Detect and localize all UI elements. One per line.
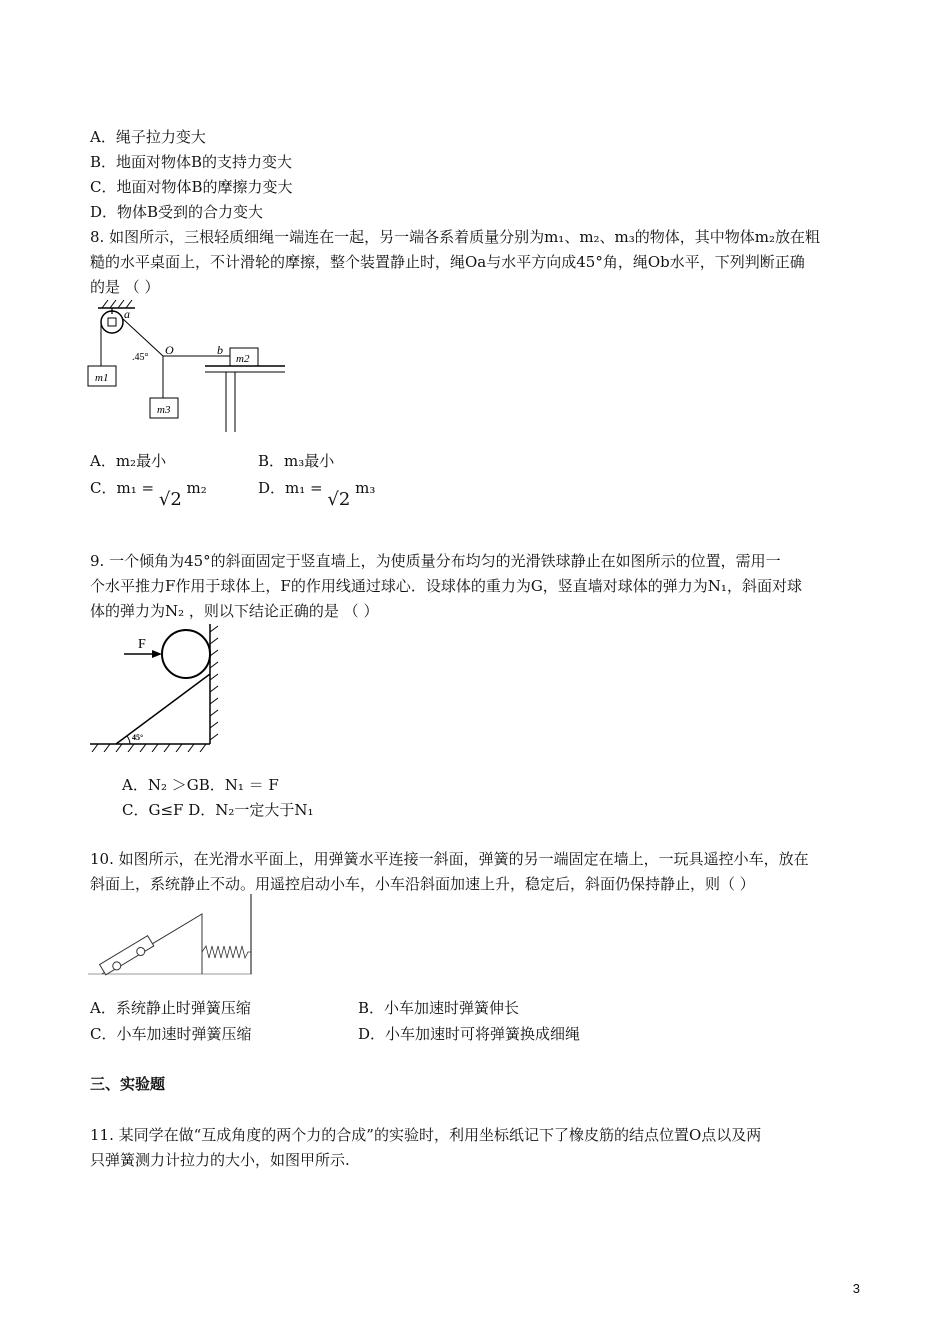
q8-option-d-radical: √2 bbox=[327, 489, 351, 510]
q8-label-m2: m2 bbox=[236, 353, 250, 365]
q7-option-c: C．地面对物体B的摩擦力变大 bbox=[90, 178, 293, 196]
q7-option-d: D．物体B受到的合力变大 bbox=[90, 203, 264, 221]
q7-option-b: B．地面对物体B的支持力变大 bbox=[90, 153, 293, 171]
q8-label-o: O bbox=[165, 343, 174, 357]
q10-option-c: C．小车加速时弹簧压缩 bbox=[90, 1025, 252, 1043]
q9-label-force: F bbox=[138, 637, 146, 652]
q8-option-d-prefix: D．m₁ = bbox=[258, 479, 323, 497]
q9-option-cd: C．G≤F D．N₂一定大于N₁ bbox=[122, 801, 314, 819]
q8-stem-line-2: 糙的水平桌面上，不计滑轮的摩擦，整个装置静止时，绳Oa与水平方向成45°角，绳Ob水平，下列判断正确 bbox=[90, 253, 805, 271]
q8-stem-line-1: 8. 如图所示，三根轻质细绳一端连在一起，另一端各系着质量分别为m₁、m₂、m₃的物体，其中物体m₂放在粗 bbox=[90, 228, 821, 246]
q11-stem-line-2: 只弹簧测力计拉力的大小，如图甲所示. bbox=[90, 1151, 350, 1169]
q8-option-c-radical: √2 bbox=[158, 489, 182, 510]
q10-option-b: B．小车加速时弹簧伸长 bbox=[358, 999, 520, 1017]
q8-option-c-prefix: C．m₁ = bbox=[90, 479, 155, 497]
q8-label-angle: .45° bbox=[132, 352, 149, 363]
q9-label-angle: 45° bbox=[132, 733, 144, 742]
q10-option-a: A．系统静止时弹簧压缩 bbox=[90, 999, 251, 1017]
q7-option-a: A．绳子拉力变大 bbox=[90, 128, 206, 146]
q8-label-m3: m3 bbox=[157, 404, 171, 416]
q8-option-d-suffix: m₃ bbox=[355, 479, 376, 497]
q10-option-d: D．小车加速时可将弹簧换成细绳 bbox=[358, 1025, 581, 1043]
section-heading: 三、实验题 bbox=[90, 1075, 166, 1093]
q8-option-c bbox=[90, 478, 207, 510]
q9-stem-line-2: 个水平推力F作用于球体上，F的作用线通过球心．设球体的重力为G，竖直墙对球体的弹力为N₁，斜面对球 bbox=[90, 577, 802, 595]
q11-stem-line-1: 11. 某同学在做“互成角度的两个力的合成”的实验时，利用坐标纸记下了橡皮筋的结点位置O点以及两 bbox=[90, 1126, 762, 1144]
q8-label-b: b bbox=[217, 343, 223, 357]
page-number: 3 bbox=[852, 1281, 860, 1296]
q9-stem-line-3: 体的弹力为N₂ ，则以下结论正确的是 （ ） bbox=[90, 602, 379, 620]
q8-label-m1: m1 bbox=[95, 372, 109, 384]
q10-stem-line-2: 斜面上，系统静止不动。用遥控启动小车，小车沿斜面加速上升，稳定后，斜面仍保持静止，则（ ） bbox=[90, 875, 755, 893]
q9-option-ab: A．N₂ ＞GB．N₁ ＝ F bbox=[122, 776, 279, 794]
q8-option-b: B．m₃最小 bbox=[258, 452, 335, 470]
q10-stem-line-1: 10. 如图所示，在光滑水平面上，用弹簧水平连接一斜面，弹簧的另一端固定在墙上，一玩具遥控小车，放在 bbox=[90, 850, 809, 868]
q9-stem-line-1: 9. 一个倾角为45°的斜面固定于竖直墙上，为使质量分布均匀的光滑铁球静止在如图所示的位置，需用一 bbox=[90, 552, 781, 570]
q8-label-a: a bbox=[124, 307, 130, 321]
q10-spring-incline-diagram bbox=[88, 894, 260, 976]
q8-option-c-suffix: m₂ bbox=[186, 479, 207, 497]
q8-stem-line-3: 的是 （ ） bbox=[90, 278, 160, 296]
q8-option-a: A．m₂最小 bbox=[90, 452, 167, 470]
q8-option-d bbox=[258, 478, 376, 510]
q8-pulley-diagram bbox=[80, 298, 290, 434]
q9-incline-ball-diagram bbox=[88, 622, 228, 752]
